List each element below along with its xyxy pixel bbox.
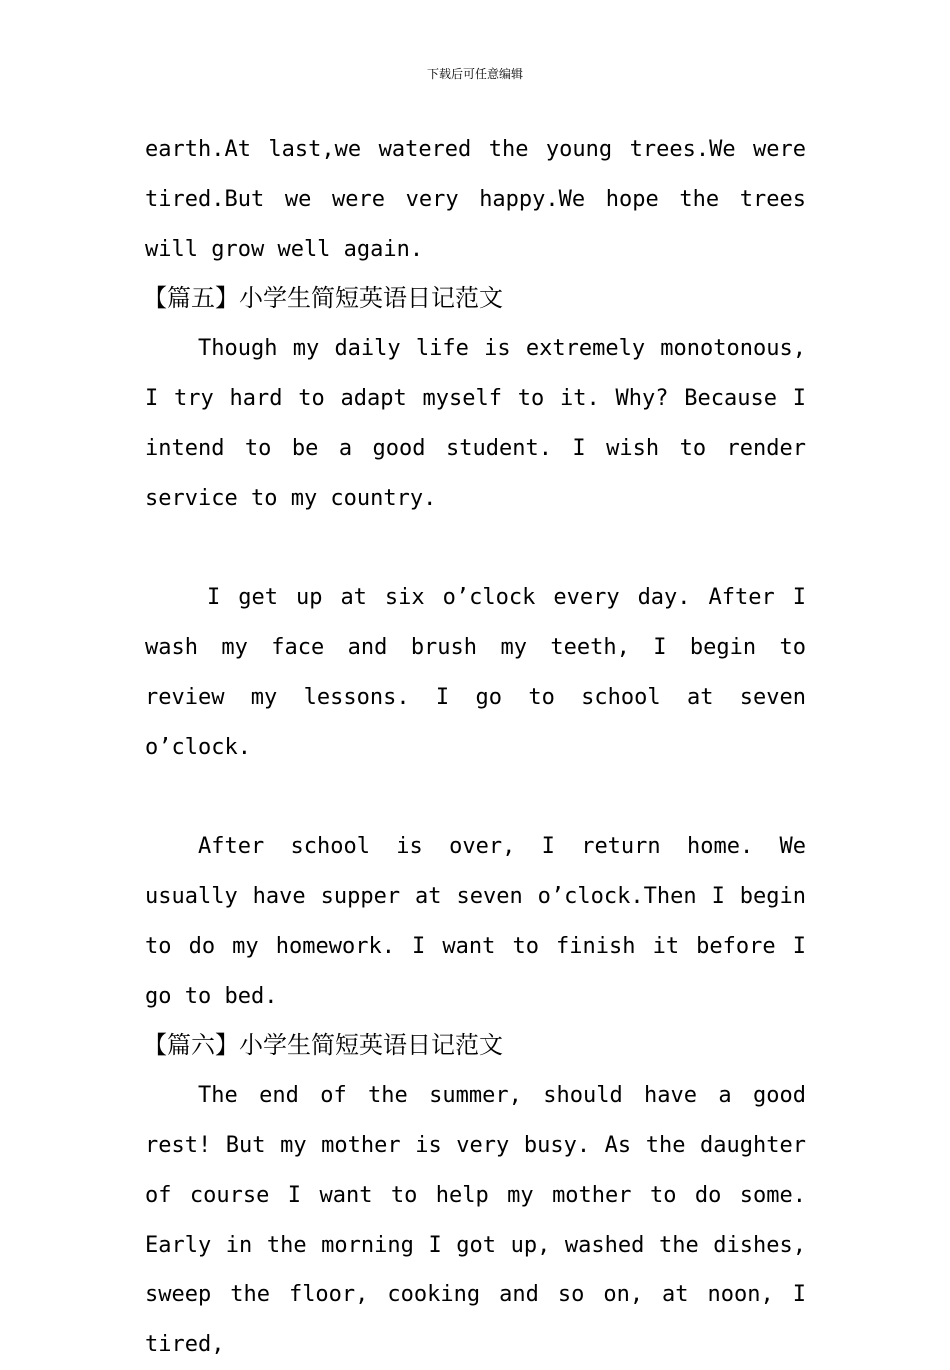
paragraph-morning: I get up at six o’clock every day. After I wash my face and brush my teeth, I begin to review my lessons. I go to school at seven o’clock. — [145, 585, 806, 760]
paragraph-daily-life: Though my daily life is extremely monotonous, I try hard to adapt myself to it. Why? Because I intend to be a good student. I wish to render service to my country. — [145, 336, 806, 511]
paragraph-after-school: After school is over, I return home. We usually have supper at seven o’clock.Then I begin to do my homework. I want to finish it before I go to bed. — [145, 834, 806, 1009]
section-heading-six: 【篇六】小学生简短英语日记范文 — [143, 1031, 503, 1060]
paragraph-summer: The end of the summer, should have a good rest! But my mother is very busy. As the daughter of course I want to help my mother to do some. Early in the morning I got up, washed the dishes, sweep the floor, cooking and so on, at noon, I tired, — [145, 1083, 806, 1358]
blank-line — [145, 523, 806, 573]
page-header-note: 下载后可任意编辑 — [426, 67, 523, 81]
blank-line — [145, 772, 806, 822]
section-heading-five: 【篇五】小学生简短英语日记范文 — [143, 284, 503, 313]
document-body — [145, 125, 806, 1370]
paragraph-trees: earth.At last,we watered the young trees.We were tired.But we were very happy.We hope the trees will grow well again. — [145, 137, 806, 262]
